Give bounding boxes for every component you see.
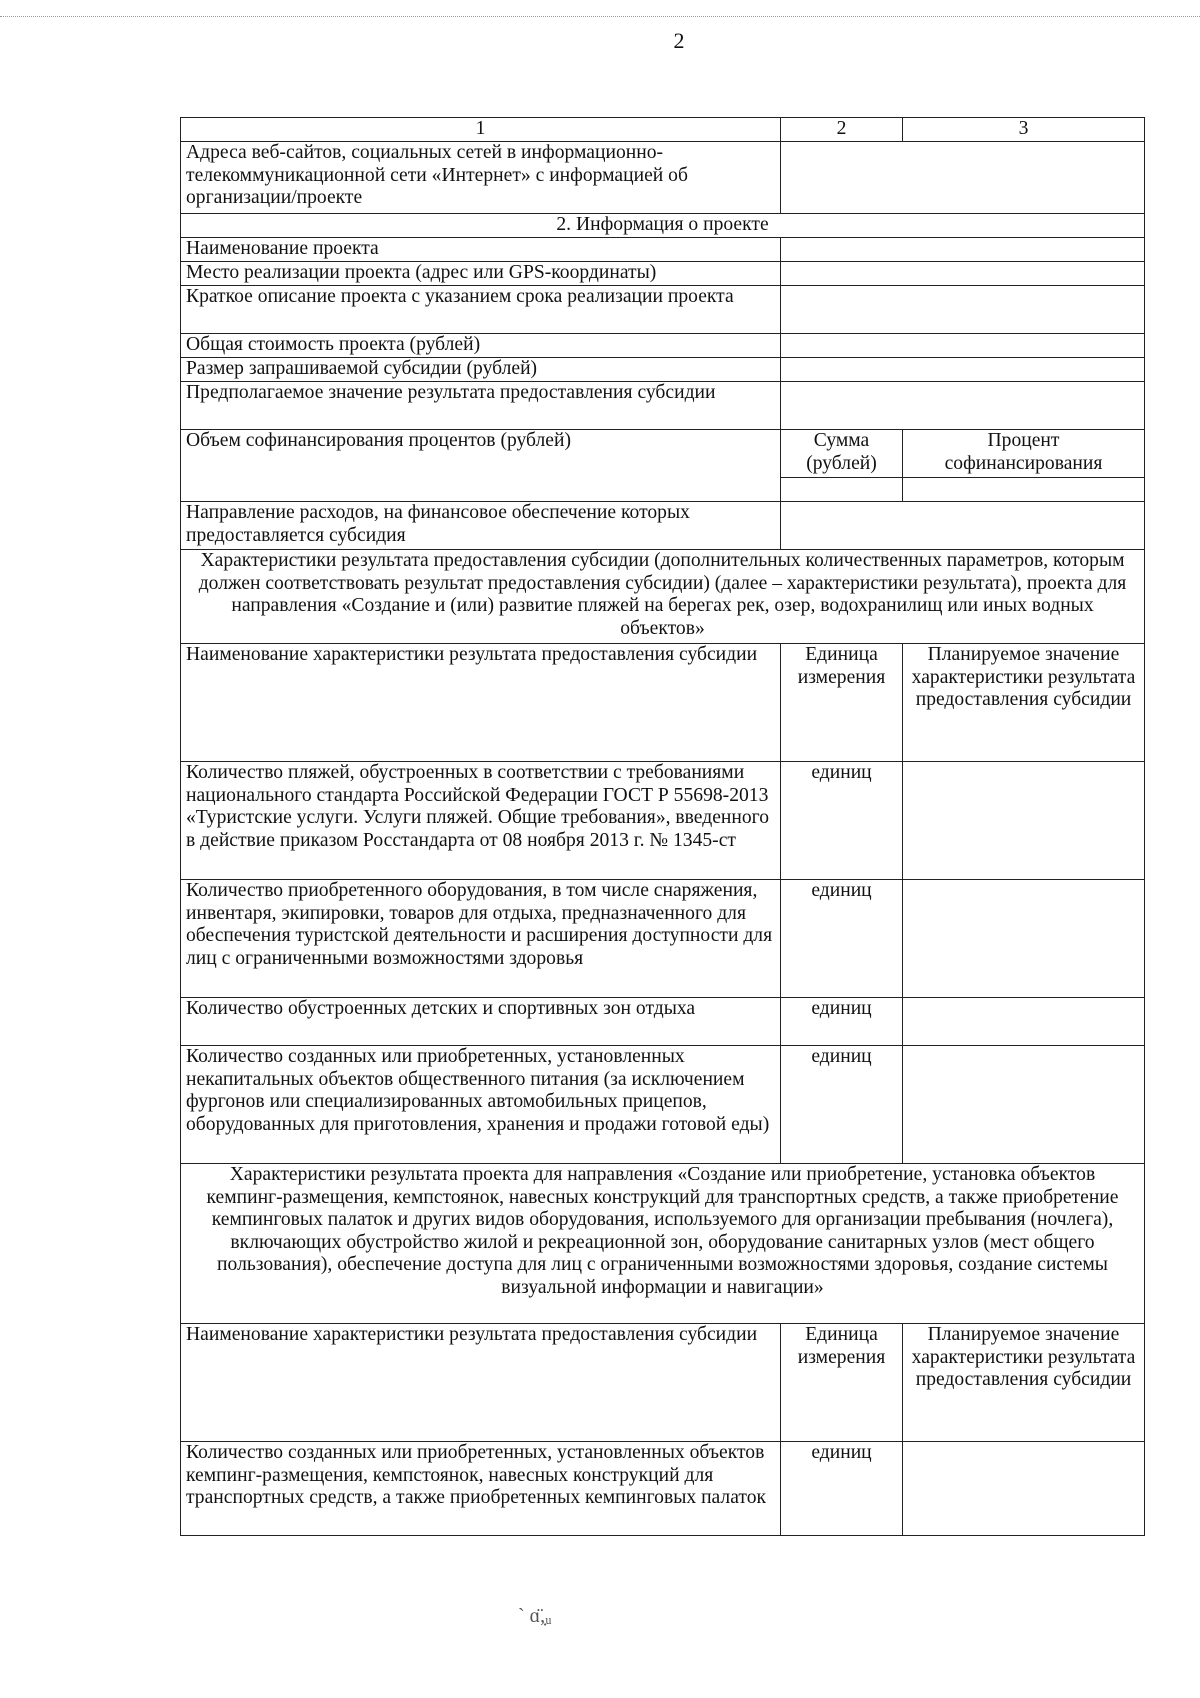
table-row [181, 762, 1145, 880]
beaches-item-unit: единиц [781, 762, 903, 880]
total-cost-label: Общая стоимость проекта (рублей) [181, 334, 781, 358]
expected-result-value [781, 382, 1145, 430]
cofinancing-sum-value [781, 478, 903, 502]
beaches-item-value [903, 998, 1145, 1046]
column-header-row [181, 1324, 1145, 1442]
table-row [181, 880, 1145, 998]
beaches-section-title: Характеристики результата предоставления субсидии (дополнительных количественных параметров, которым должен соответствовать результат предоставления субсидии) (далее – характеристики результата), проекта для направления «Создание и (или) развитие пляжей на берегах рек, озер, водохранилищ или иных водных объектов» [181, 550, 1145, 644]
expense-direction-value [781, 502, 1145, 550]
table-row [181, 358, 1145, 382]
cofinancing-percent-value [903, 478, 1145, 502]
expense-direction-label: Направление расходов, на финансовое обеспечение которых предоставляется субсидия [181, 502, 781, 550]
table-row [181, 334, 1145, 358]
table-row [181, 430, 1145, 478]
camping-item-name: Количество созданных или приобретенных, установленных объектов кемпинг-размещения, кемпстоянок, навесных конструкций для транспортных средств, а также приобретенных кемпинговых палаток [181, 1442, 781, 1536]
project-application-table [180, 117, 1144, 1536]
camping-col-unit: Единица измерения [781, 1324, 903, 1442]
cofinancing-label: Объем софинансирования процентов (рублей) [181, 430, 781, 502]
project-name-value [781, 238, 1145, 262]
table-row [181, 382, 1145, 430]
beaches-col-unit: Единица измерения [781, 644, 903, 762]
camping-item-value [903, 1442, 1145, 1536]
subsidy-size-value [781, 358, 1145, 382]
table-row [181, 1046, 1145, 1164]
websites-value [781, 142, 1145, 214]
beaches-col-value: Планируемое значение характеристики результата предоставления субсидии [903, 644, 1145, 762]
camping-col-name: Наименование характеристики результата предоставления субсидии [181, 1324, 781, 1442]
table-row [181, 262, 1145, 286]
header-col-3: 3 [903, 118, 1145, 142]
page-number: 2 [673, 28, 685, 53]
scan-edge-line [0, 16, 1200, 19]
location-value [781, 262, 1145, 286]
table-row [181, 998, 1145, 1046]
camping-section-title: Характеристики результата проекта для направления «Создание или приобретение, установка объектов кемпинг-размещения, кемпстоянок, навесных конструкций для транспортных средств, а также приобретение кемпинговых палаток и других видов оборудования, используемого для организации пребывания (ночлега), включающих обустройство жилой и рекреационной зон, оборудование санитарных узлов (мест общего пользования), обеспечение доступа для лиц с ограниченными возможностями здоровья, создание системы визуальной информации и навигации» [181, 1164, 1145, 1324]
beaches-item-value [903, 1046, 1145, 1164]
header-col-2: 2 [781, 118, 903, 142]
beaches-item-name: Количество созданных или приобретенных, установленных некапитальных объектов общественного питания (за исключением фургонов или специализированных автомобильных прицепов, оборудованных для приготовления, хранения и продажи готовой еды) [181, 1046, 781, 1164]
header-col-1: 1 [181, 118, 781, 142]
table-row [181, 142, 1145, 214]
section-title-project-info: 2. Информация о проекте [181, 214, 1145, 238]
subsidy-size-label: Размер запрашиваемой субсидии (рублей) [181, 358, 781, 382]
table-row [181, 502, 1145, 550]
websites-label: Адреса веб-сайтов, социальных сетей в информационно-телекоммуникационной сети «Интернет» с информацией об организации/проекте [181, 142, 781, 214]
cofinancing-sum-header: Сумма (рублей) [781, 430, 903, 478]
project-name-label: Наименование проекта [181, 238, 781, 262]
total-cost-value [781, 334, 1145, 358]
beaches-item-name: Количество приобретенного оборудования, в том числе снаряжения, инвентаря, экипировки, товаров для отдыха, предназначенного для обеспечения туристской деятельности и расширения доступности для лиц с ограниченными возможностями здоровья [181, 880, 781, 998]
beaches-item-name: Количество обустроенных детских и спортивных зон отдыха [181, 998, 781, 1046]
header-row [181, 118, 1145, 142]
table-row [181, 286, 1145, 334]
description-label: Краткое описание проекта с указанием срока реализации проекта [181, 286, 781, 334]
cofinancing-percent-header: Процент софинансирования [903, 430, 1145, 478]
beaches-item-unit: единиц [781, 998, 903, 1046]
beaches-item-name: Количество пляжей, обустроенных в соответствии с требованиями национального стандарта Российской Федерации ГОСТ Р 55698-2013 «Туристские услуги. Услуги пляжей. Общие требования», введенного в действие приказом Росстандарта от 08 ноября 2013 г. № 1345-ст [181, 762, 781, 880]
column-header-row [181, 644, 1145, 762]
beaches-item-value [903, 762, 1145, 880]
expected-result-label: Предполагаемое значение результата предоставления субсидии [181, 382, 781, 430]
table-row [181, 238, 1145, 262]
section-row [181, 1164, 1145, 1324]
camping-item-unit: единиц [781, 1442, 903, 1536]
section-row [181, 214, 1145, 238]
beaches-item-value [903, 880, 1145, 998]
beaches-item-unit: единиц [781, 880, 903, 998]
location-label: Место реализации проекта (адрес или GPS-координаты) [181, 262, 781, 286]
table-row [181, 1442, 1145, 1536]
beaches-col-name: Наименование характеристики результата предоставления субсидии [181, 644, 781, 762]
section-row [181, 550, 1145, 644]
description-value [781, 286, 1145, 334]
scan-artifact-mark: ˋ ɑ̈,̣ᵤ [518, 1605, 552, 1627]
beaches-item-unit: единиц [781, 1046, 903, 1164]
camping-col-value: Планируемое значение характеристики результата предоставления субсидии [903, 1324, 1145, 1442]
